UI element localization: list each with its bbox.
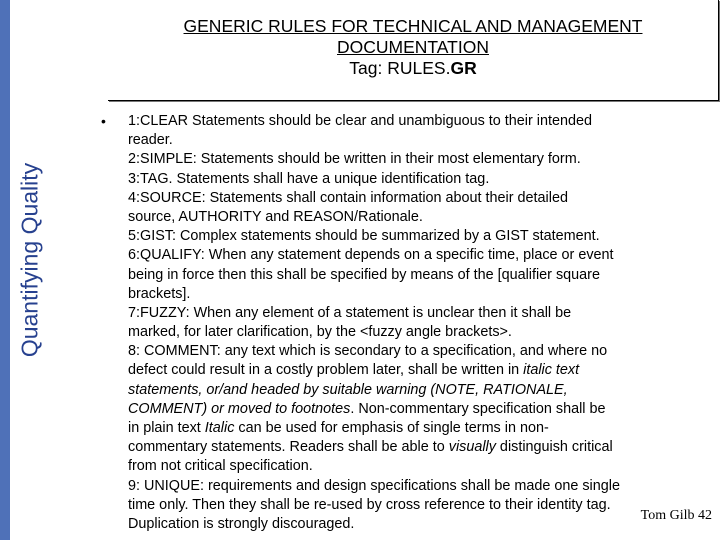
- tag-suffix: GR: [450, 58, 477, 78]
- title-line-2: DOCUMENTATION: [337, 37, 489, 57]
- rule-8-line-6: [128, 438, 720, 457]
- rule-1-line-2: reader.: [128, 132, 173, 149]
- rule-9-line-2: time only. Then they shall be re-used by cross reference to their identity tag.: [128, 496, 611, 513]
- title-line-1: GENERIC RULES FOR TECHNICAL AND MANAGEMENT: [183, 16, 643, 36]
- rule-6-line-1: 6:QUALIFY: When any statement depends on a specific time, place or event: [128, 247, 614, 264]
- rule-8-line-4-italic: COMMENT) or moved to footnotes: [128, 400, 351, 417]
- rule-8-line-6-plain-b: distinguish critical: [495, 439, 613, 456]
- sidebar-title: Quantifying Quality: [16, 162, 43, 358]
- rule-8-line-5-plain-b: can be used for emphasis of single terms in non-: [234, 420, 549, 436]
- rule-8-line-4-plain: . Non-commentary specification shall be: [350, 400, 606, 417]
- tag-prefix: Tag: RULES.: [349, 58, 451, 78]
- rule-8-line-2: [128, 361, 720, 380]
- rule-4-line-2: source, AUTHORITY and REASON/Rationale.: [128, 208, 423, 225]
- rule-8-line-4: [128, 400, 720, 419]
- rule-1-line-1: 1:CLEAR Statements should be clear and unambiguous to their intended: [128, 113, 592, 129]
- rule-8-line-6-italic: visually: [448, 439, 496, 456]
- rule-8-line-5-italic: Italic: [204, 420, 235, 436]
- title-box: [108, 0, 719, 101]
- rule-8-line-2-plain: defect could result in a costly problem later, shall be written in: [128, 362, 524, 379]
- rule-8-line-5-plain-a: in plain text: [128, 420, 205, 436]
- rule-8-line-2-italic: italic text: [523, 362, 580, 379]
- bullet-marker: •: [101, 113, 106, 129]
- rule-8-line-1: 8: COMMENT: any text which is secondary to a specification, and where no: [128, 343, 608, 360]
- tag-line: [108, 58, 718, 79]
- rule-4-line-1: 4:SOURCE: Statements shall contain information about their detailed: [128, 189, 568, 206]
- rule-8-line-3-italic: statements, or/and headed by suitable warning (NOTE, RATIONALE,: [128, 381, 568, 398]
- footer-author: Tom Gilb: [640, 508, 695, 523]
- rule-5-line-1: 5:GIST: Complex statements should be summarized by a GIST statement.: [128, 228, 600, 245]
- rule-6-line-3: brackets].: [128, 285, 191, 302]
- slide-title: [108, 16, 718, 79]
- rule-7-line-2: marked, for later clarification, by the <fuzzy angle brackets>.: [128, 324, 512, 341]
- rule-8-line-7: from not critical specification.: [128, 458, 313, 475]
- rule-7-line-1: 7:FUZZY: When any element of a statement is unclear then it shall be: [128, 304, 572, 321]
- slide-footer: [641, 508, 712, 524]
- rule-8-line-3: [128, 381, 720, 400]
- rule-9-line-1: 9: UNIQUE: requirements and design specifications shall be made one single: [128, 477, 620, 494]
- rule-2-line-1: 2:SIMPLE: Statements should be written in their most elementary form.: [128, 151, 581, 168]
- sidebar: [0, 0, 68, 540]
- rule-3-line-1: 3:TAG. Statements shall have a unique identification tag.: [128, 170, 490, 187]
- rule-9-line-3: Duplication is strongly discouraged.: [128, 515, 355, 532]
- rules-body: [128, 112, 720, 534]
- rule-8-line-5: [128, 419, 720, 438]
- rule-6-line-2: being in force then this shall be specified by means of the [qualifier square: [128, 266, 600, 283]
- page-number: 42: [698, 508, 712, 523]
- rule-8-line-6-plain-a: commentary statements. Readers shall be able to: [128, 439, 449, 456]
